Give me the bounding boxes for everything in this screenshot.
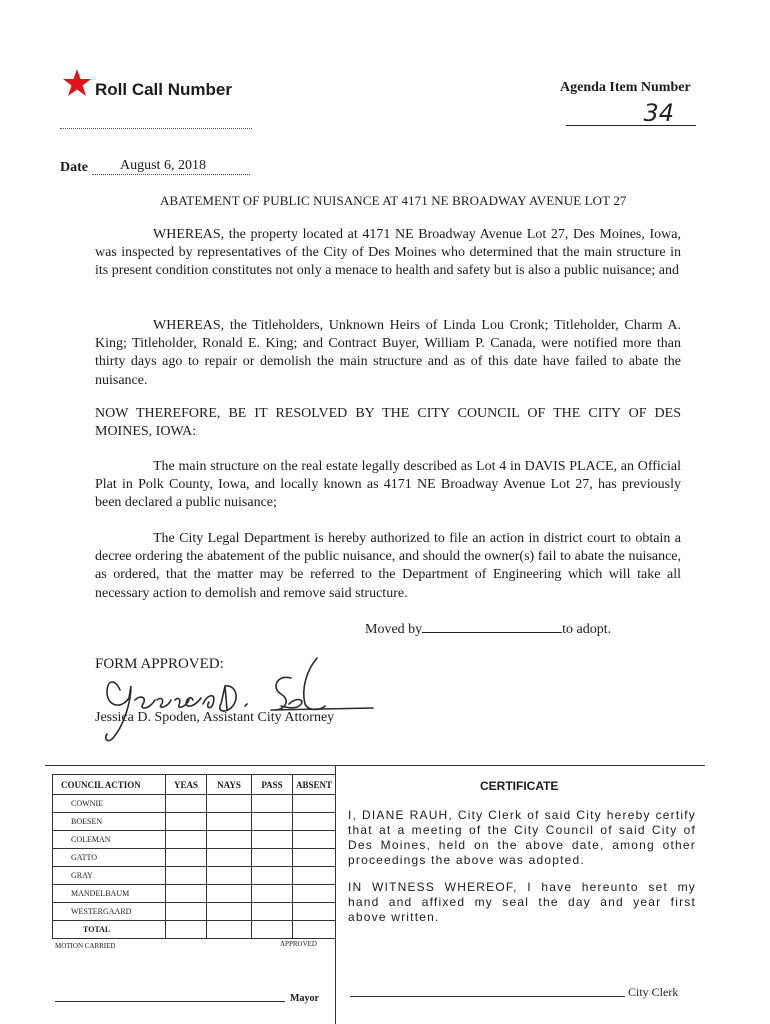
council-table-header (53, 775, 336, 795)
vote-cell (166, 813, 207, 831)
vote-cell (293, 795, 336, 813)
whereas-paragraph-2: WHEREAS, the Titleholders, Unknown Heirs of Linda Lou Cronk; Titleholder, Charm A. King; Titleholder, Ronald E. King; and Contract Buyer, William P. Canada, were notified more than thirty days ago to repair or demolish the main structure and as of this date have failed to abate the nuisance. (95, 318, 681, 388)
moved-by-blank (422, 620, 562, 633)
vote-cell (166, 903, 207, 921)
section-divider (45, 765, 705, 766)
total-label: TOTAL (53, 921, 166, 939)
resolved-paragraph: NOW THEREFORE, BE IT RESOLVED BY THE CITY COUNCIL OF THE CITY OF DES MOINES, IOWA: (95, 406, 681, 440)
council-action-table (52, 774, 336, 939)
vote-cell (293, 831, 336, 849)
form-approved-label: FORM APPROVED: (95, 656, 224, 672)
date-label: Date (60, 160, 88, 175)
city-clerk-label: City Clerk (628, 985, 679, 999)
mayor-signature-line (55, 1001, 285, 1002)
document-title: ABATEMENT OF PUBLIC NUISANCE AT 4171 NE BROADWAY AVENUE LOT 27 (160, 193, 627, 208)
vote-cell (166, 885, 207, 903)
table-row (53, 903, 336, 921)
approved-label: APPROVED (280, 940, 317, 948)
table-row-total (53, 921, 336, 939)
vote-cell (293, 813, 336, 831)
legal-department-paragraph: The City Legal Department is hereby authorized to file an action in district court to obtain a decree ordering the abatement of the public nuisance, and should the owner(s) fail to abate the nuisance, as ordered, that the matter may be referred to the Department of Engineering which will take all necessary action to demolish and remove said structure. (95, 531, 681, 601)
member-name: COWNIE (53, 795, 166, 813)
vote-cell (207, 885, 252, 903)
member-name: MANDELBAUM (53, 885, 166, 903)
vote-cell (166, 795, 207, 813)
vote-cell (293, 867, 336, 885)
member-name: GRAY (53, 867, 166, 885)
vote-cell (207, 867, 252, 885)
vote-cell (207, 849, 252, 867)
table-row (53, 867, 336, 885)
certificate-title: CERTIFICATE (480, 779, 559, 793)
agenda-item-number-field (566, 99, 696, 126)
attorney-signature (85, 648, 375, 748)
to-adopt-label: to adopt. (562, 622, 612, 637)
vote-cell (252, 849, 293, 867)
table-row (53, 885, 336, 903)
motion-carried-label: MOTION CARRIED (55, 942, 116, 950)
vote-cell (207, 813, 252, 831)
agenda-item-label: Agenda Item Number (560, 80, 691, 95)
vote-cell (252, 867, 293, 885)
date-value: August 6, 2018 (92, 158, 250, 175)
whereas-paragraph-1: WHEREAS, the property located at 4171 NE Broadway Avenue Lot 27, Des Moines, Iowa, was inspected by representatives of the City of Des Moines who determined that the main structure in its present condition constitutes not only a menace to health and safety but is also a public nuisance; and (95, 227, 681, 279)
vote-cell (166, 867, 207, 885)
member-name: BOESEN (53, 813, 166, 831)
vote-cell (207, 795, 252, 813)
header-council-action: COUNCIL ACTION (53, 775, 166, 795)
table-row (53, 795, 336, 813)
vote-cell (252, 813, 293, 831)
vote-cell (293, 921, 336, 939)
red-star-icon (62, 68, 92, 98)
header-pass: PASS (252, 775, 293, 795)
table-row (53, 849, 336, 867)
member-name: WESTERGAARD (53, 903, 166, 921)
vote-cell (252, 921, 293, 939)
member-name: GATTO (53, 849, 166, 867)
roll-call-label: Roll Call Number (95, 80, 232, 99)
certificate-text-2: IN WITNESS WHEREOF, I have hereunto set my hand and affixed my seal the day and year first above written. (348, 880, 696, 924)
moved-by-label: Moved by (365, 622, 423, 637)
table-row (53, 831, 336, 849)
attorney-name: Jessica D. Spoden, Assistant City Attorney (95, 710, 335, 725)
vote-cell (207, 903, 252, 921)
header-nays: NAYS (207, 775, 252, 795)
header-absent: ABSENT (293, 775, 336, 795)
vote-cell (207, 921, 252, 939)
header-yeas: YEAS (166, 775, 207, 795)
vote-cell (252, 903, 293, 921)
certificate-text-1: I, DIANE RAUH, City Clerk of said City hereby certify that at a meeting of the City Council of said City of Des Moines, held on the above date, among other proceedings the above was adopted. (348, 808, 696, 867)
vote-cell (252, 885, 293, 903)
vote-cell (166, 921, 207, 939)
clerk-signature-line (350, 996, 625, 997)
main-structure-paragraph: The main structure on the real estate legally described as Lot 4 in DAVIS PLACE, an Official Plat in Polk County, Iowa, and locally known as 4171 NE Broadway Avenue Lot 27, has previously been declared a public nuisance; (95, 459, 681, 511)
vote-cell (252, 831, 293, 849)
table-row (53, 813, 336, 831)
vote-cell (166, 831, 207, 849)
agenda-item-number: 34 (643, 99, 674, 127)
roll-call-number-field (60, 128, 252, 129)
vote-cell (207, 831, 252, 849)
vote-cell (293, 849, 336, 867)
mayor-label: Mayor (290, 993, 319, 1004)
moved-by-line (365, 620, 611, 638)
vote-cell (293, 885, 336, 903)
vote-cell (293, 903, 336, 921)
member-name: COLEMAN (53, 831, 166, 849)
vote-cell (252, 795, 293, 813)
vote-cell (166, 849, 207, 867)
